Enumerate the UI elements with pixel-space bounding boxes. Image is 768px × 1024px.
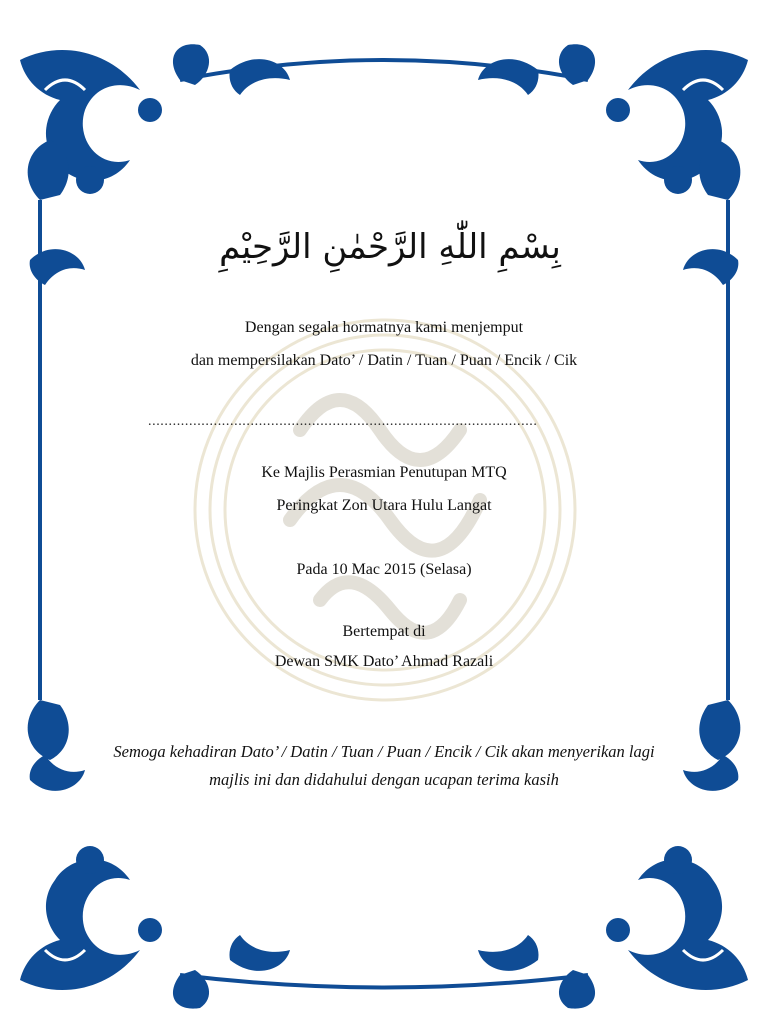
basmala-calligraphy (200, 212, 580, 282)
invite-line-1: Dengan segala hormatnya kami menjemput (244, 319, 524, 336)
closing-line-2: majlis ini dan didahului dengan ucapan terima kasih (209, 770, 559, 789)
guest-name-blank: ............................................................................................... (148, 414, 538, 429)
invite-line-2: dan mempersilakan Dato’ / Datin / Tuan / Puan / Encik / Cik (190, 352, 578, 369)
event-date: Pada 10 Mac 2015 (Selasa) (296, 561, 472, 578)
event-line-2: Peringkat Zon Utara Hulu Langat (276, 497, 492, 514)
event-line-1: Ke Majlis Perasmian Penutupan MTQ (261, 464, 507, 481)
basmala-text: بِسْمِ اللّٰهِ الرَّحْمٰنِ الرَّحِيْمِ (219, 227, 561, 267)
closing-line-1: Semoga kehadiran Dato’ / Datin / Tuan / Puan / Encik / Cik akan menyerikan lagi (113, 742, 655, 761)
venue-label: Bertempat di (342, 623, 426, 640)
venue-name: Dewan SMK Dato’ Ahmad Razali (274, 653, 494, 670)
